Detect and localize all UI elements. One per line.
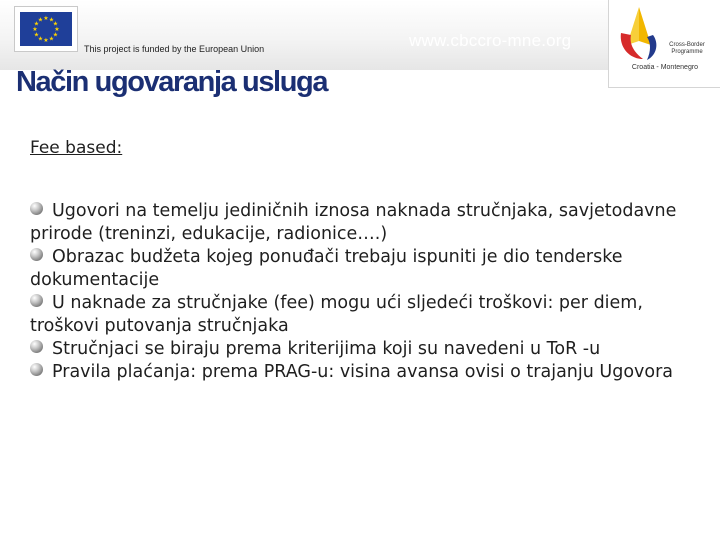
- eu-logo: [14, 6, 78, 52]
- svg-text:★: ★: [33, 20, 40, 28]
- svg-text:★: ★: [52, 31, 59, 39]
- svg-text:★: ★: [32, 26, 38, 33]
- cross-border-logo: [608, 0, 720, 88]
- svg-text:★: ★: [54, 26, 60, 33]
- list-item-text: Stručnjaci se biraju prema kriterijima koji su navedeni u ToR -u: [52, 339, 601, 359]
- subheading: Fee based:: [30, 138, 123, 158]
- list-item-text: Ugovori na temelju jediničnih iznosa naknada stručnjaka, savjetodavne prirode (treninzi, edukacije, radionice….): [30, 201, 677, 244]
- svg-text:★: ★: [37, 16, 44, 24]
- bullet-icon: [30, 340, 43, 353]
- svg-text:★: ★: [48, 35, 55, 43]
- bullet-icon: [30, 363, 43, 376]
- svg-text:★: ★: [52, 20, 59, 28]
- svg-text:★: ★: [43, 37, 49, 44]
- funded-by-eu-text: This project is funded by the European Union: [84, 44, 265, 54]
- list-item: [30, 361, 700, 384]
- list-item-text: Pravila plaćanja: prema PRAG-u: visina avansa ovisi o trajanju Ugovora: [52, 362, 674, 382]
- eu-flag-icon: [20, 12, 72, 46]
- svg-text:★: ★: [43, 15, 49, 22]
- list-item: [30, 338, 700, 361]
- cross-border-logo-icon: [617, 5, 661, 67]
- program-countries: Croatia - Montenegro: [631, 64, 699, 71]
- bullet-icon: [30, 202, 43, 215]
- list-item: [30, 200, 700, 246]
- bullet-list: [30, 200, 700, 384]
- svg-text:★: ★: [37, 35, 44, 43]
- svg-text:★: ★: [33, 31, 40, 39]
- svg-text:★: ★: [48, 16, 55, 24]
- bullet-icon: [30, 248, 43, 261]
- list-item-text: U naknade za stručnjake (fee) mogu ući sljedeći troškovi: per diem, troškovi putovanja stručnjaka: [30, 293, 643, 336]
- page-title: Način ugovaranja usluga: [16, 66, 328, 98]
- list-item: [30, 292, 700, 338]
- program-label: Cross-Border Programme: [669, 42, 705, 55]
- list-item: [30, 246, 700, 292]
- list-item-text: Obrazac budžeta kojeg ponuđači trebaju ispuniti je dio tenderske dokumentacije: [30, 247, 623, 290]
- website-url[interactable]: www.cbccro-mne.org: [409, 31, 572, 50]
- bullet-icon: [30, 294, 43, 307]
